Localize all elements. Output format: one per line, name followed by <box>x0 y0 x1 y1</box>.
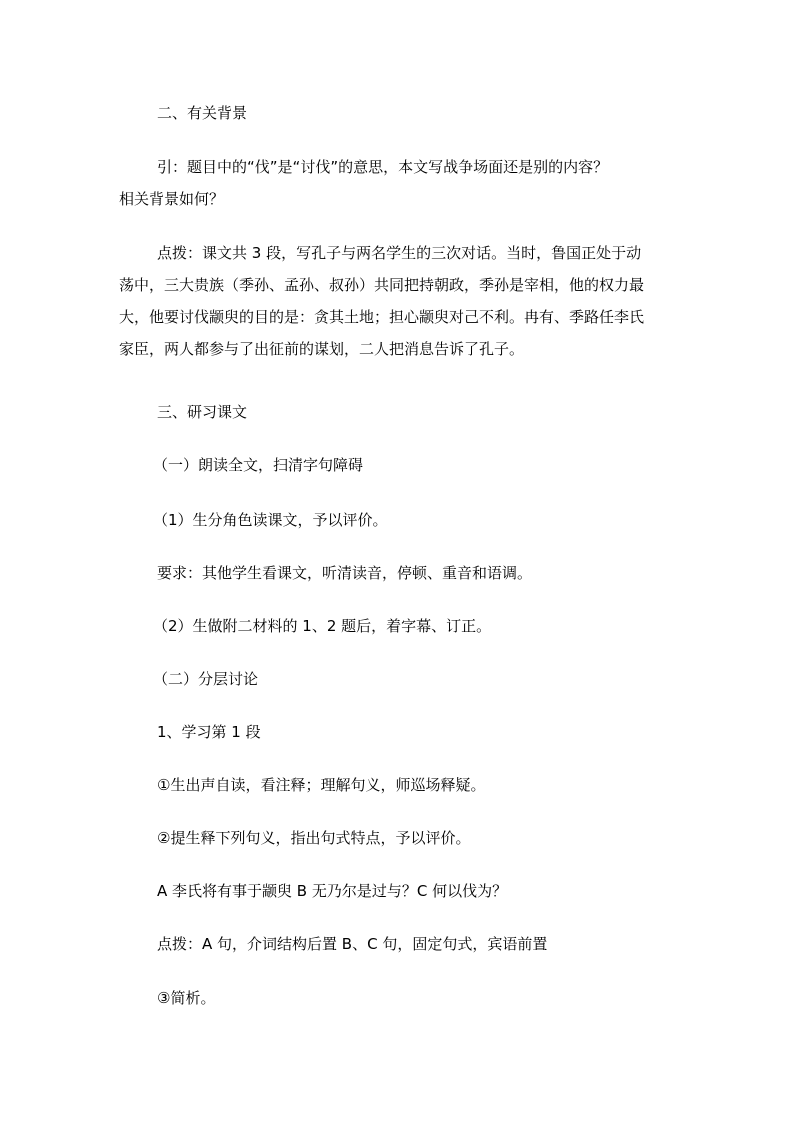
hint-line-2: 荡中，三大贵族（季孙、孟孙、叔孙）共同把持朝政，季孙是宰相，他的权力最 <box>119 276 645 294</box>
hint-line-3: 大，他要讨伐颛臾的目的是：贪其土地；担心颛臾对己不利。冉有、季路任李氏 <box>119 308 645 326</box>
list-item-2: （2）生做附二材料的 1、2 题后，着字幕、订正。 <box>153 617 492 635</box>
hint-line-4: 家臣，两人都参与了出征前的谋划，二人把消息告诉了孔子。 <box>119 340 525 358</box>
subsection-heading-discussion: （二）分层讨论 <box>153 670 259 688</box>
section-heading-study-text: 三、研习课文 <box>157 403 248 421</box>
intro-line-2: 相关背景如何？ <box>119 190 225 208</box>
section-heading-background: 二、有关背景 <box>157 104 248 122</box>
hint-paragraph <box>119 243 667 359</box>
step-2: ②提生释下列句义，指出句式特点，予以评价。 <box>157 829 471 847</box>
step-1: ①生出声自读，看注释；理解句义，师巡场释疑。 <box>157 776 486 794</box>
intro-line-1: 引：题目中的“伐”是“讨伐”的意思，本文写战争场面还是别的内容？ <box>157 158 609 176</box>
requirement-text: 要求：其他学生看课文，听清读音，停顿、重音和语调。 <box>157 564 533 582</box>
list-item-1: （1）生分角色读课文，予以评价。 <box>153 511 388 529</box>
intro-paragraph <box>119 157 667 209</box>
hint-grammar: 点拨：A 句，介词结构后置 B、C 句，固定句式，宾语前置 <box>157 935 548 953</box>
example-sentences: A 李氏将有事于颛臾 B 无乃尔是过与？C 何以伐为？ <box>157 882 508 900</box>
hint-line-1: 点拨：课文共 3 段，写孔子与两名学生的三次对话。当时，鲁国正处于动 <box>157 244 642 262</box>
step-3: ③简析。 <box>157 989 216 1007</box>
study-heading-paragraph-1: 1、学习第 1 段 <box>157 723 261 741</box>
subsection-heading-read: （一）朗读全文，扫清字句障碍 <box>153 456 364 474</box>
